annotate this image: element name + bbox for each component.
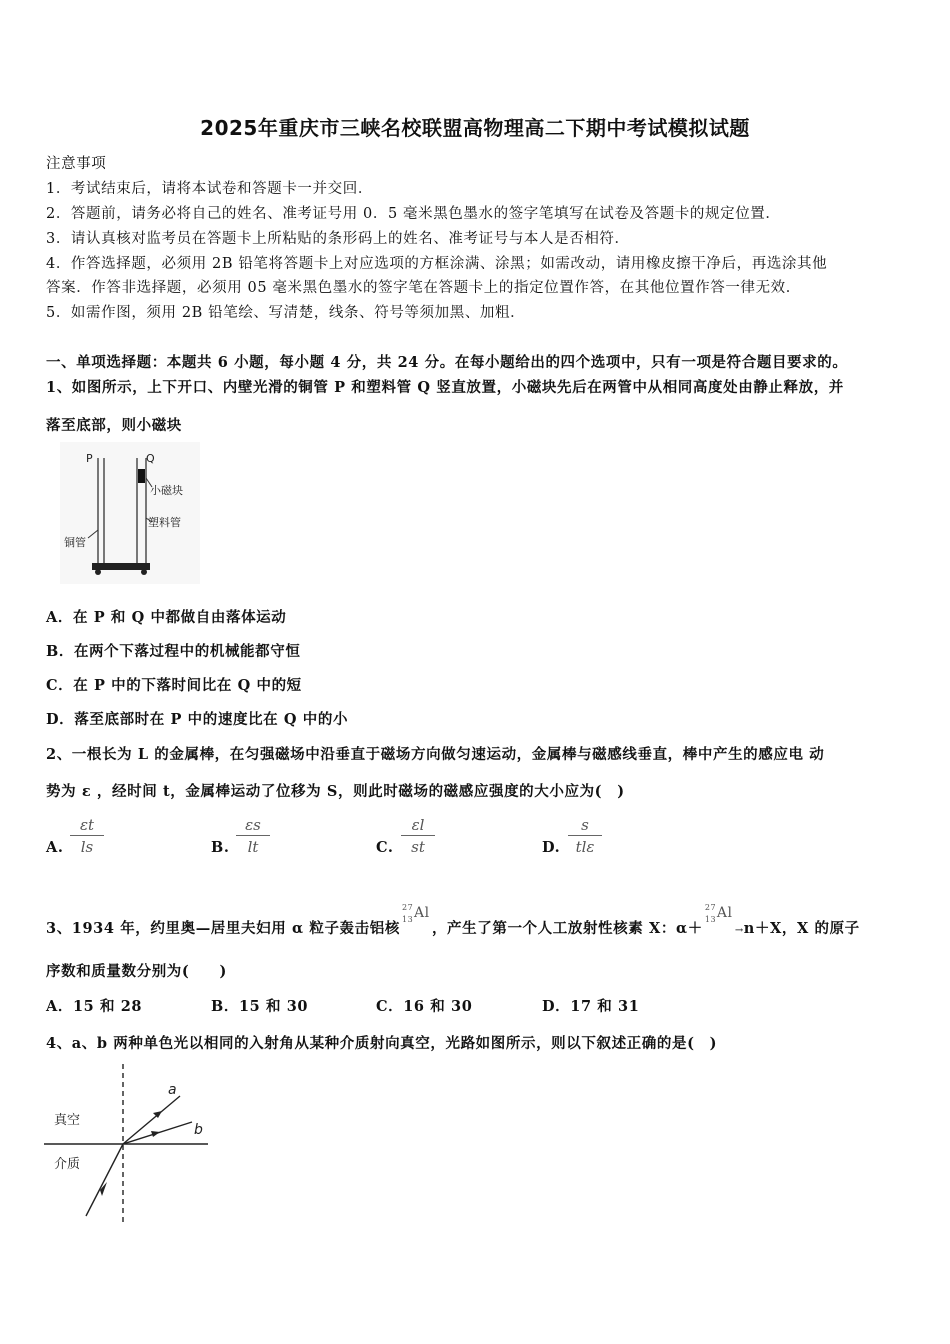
label-q: Q (146, 452, 155, 465)
label-p: P (86, 452, 93, 465)
q2-option-d-fraction: s tlε (568, 816, 602, 856)
label-ray-b: b (194, 1122, 203, 1138)
label-vacuum: 真空 (54, 1113, 81, 1128)
q1-text-line2: 落至底部，则小磁块 (46, 417, 182, 434)
label-medium: 介质 (54, 1157, 81, 1172)
notice-item: 4．作答选择题，必须用 2B 铅笔将答题卡上对应选项的方框涂满、涂黑；如需改动，请用橡皮擦干净后，再选涂其他 (46, 256, 828, 272)
page-title: 2025年重庆市三峡名校联盟高物理高二下期中考试模拟试题 (200, 116, 750, 140)
isotope-al: 27 13 Al (704, 903, 733, 924)
notice-item: 2．答题前，请务必将自己的姓名、准考证号用 0．5 毫米黑色墨水的签字笔填写在试卷及答题卡的规定位置． (46, 206, 781, 222)
q1-option-d: D．落至底部时在 P 中的速度比在 Q 中的小 (46, 711, 349, 728)
notice-item: 1．考试结束后，请将本试卷和答题卡一并交回． (46, 181, 373, 197)
notice-item: 3．请认真核对监考员在答题卡上所粘贴的条形码上的姓名、准考证号与本人是否相符． (46, 231, 630, 247)
label-plastic-tube: 塑料管 (148, 516, 181, 529)
q3-option-d: D．17 和 31 (542, 998, 640, 1015)
q2-option-c-label: C. (376, 839, 394, 856)
q3-option-a: A．15 和 28 (46, 998, 143, 1015)
q3-option-c: C．16 和 30 (376, 998, 473, 1015)
q2-option-b-fraction: $\frac{\varepsilon s}{lt}$ (236, 816, 270, 856)
q1-text-line1: 1、如图所示，上下开口、内壁光滑的铜管 P 和塑料管 Q 竖直放置，小磁块先后在两管中从相同高度处由静止释放，并 (46, 379, 844, 396)
q2-option-a-fraction: $\frac{\varepsilon t}{ls}$ (70, 816, 104, 856)
q1-option-a: A．在 P 和 Q 中都做自由落体运动 (46, 609, 287, 626)
isotope-al: 27 13 Al (401, 903, 430, 924)
section-heading: 一、单项选择题：本题共 6 小题，每小题 4 分，共 24 分。在每小题给出的四个选项中，只有一项是符合题目要求的。 (46, 354, 848, 371)
q2-text-line2: 势为 ε ，经时间 t，金属棒运动了位移为 S，则此时磁场的磁感应强度的大小应为( ) (46, 783, 625, 800)
q1-option-c: C．在 P 中的下落时间比在 Q 中的短 (46, 677, 302, 694)
q1-option-b: B．在两个下落过程中的机械能都守恒 (46, 643, 301, 660)
q2-option-d-label: D. (542, 839, 561, 856)
q4-refraction-figure (40, 1060, 220, 1230)
q3-option-b: B．15 和 30 (211, 998, 309, 1015)
q3-text-line2: 序数和质量数分别为( ) (46, 963, 228, 980)
label-magnet: 小磁块 (150, 484, 183, 497)
q1-tube-figure (60, 442, 200, 584)
q3-text-line1: 3、1934 年，约里奥—居里夫妇用 α 粒子轰击铝核 27 13 Al ，产生了第一个人工放射性核素 X：α＋ 27 13 Al →n＋X，X 的原子 (46, 903, 860, 937)
label-copper-tube: 铜管 (64, 536, 86, 549)
q2-text-line1: 2、一根长为 L 的金属棒，在匀强磁场中沿垂直于磁场方向做匀速运动，金属棒与磁感线垂直，棒中产生的感应电 动 (46, 746, 825, 763)
notice-item: 答案．作答非选择题，必须用 05 毫米黑色墨水的签字笔在答题卡上的指定位置作答，在其他位置作答一律无效． (46, 280, 801, 296)
notice-heading: 注意事项 (46, 156, 107, 172)
q2-option-c-fraction: $\frac{\varepsilon l}{st}$ (401, 816, 435, 856)
notice-item: 5．如需作图，须用 2B 铅笔绘、写清楚，线条、符号等须加黑、加粗． (46, 305, 526, 321)
q2-option-b-label: B. (211, 839, 230, 856)
q4-text-line1: 4、a、b 两种单色光以相同的入射角从某种介质射向真空，光路如图所示，则以下叙述正确的是( ) (46, 1035, 718, 1052)
q2-option-a-label: A. (46, 839, 64, 856)
label-ray-a: a (168, 1082, 177, 1098)
